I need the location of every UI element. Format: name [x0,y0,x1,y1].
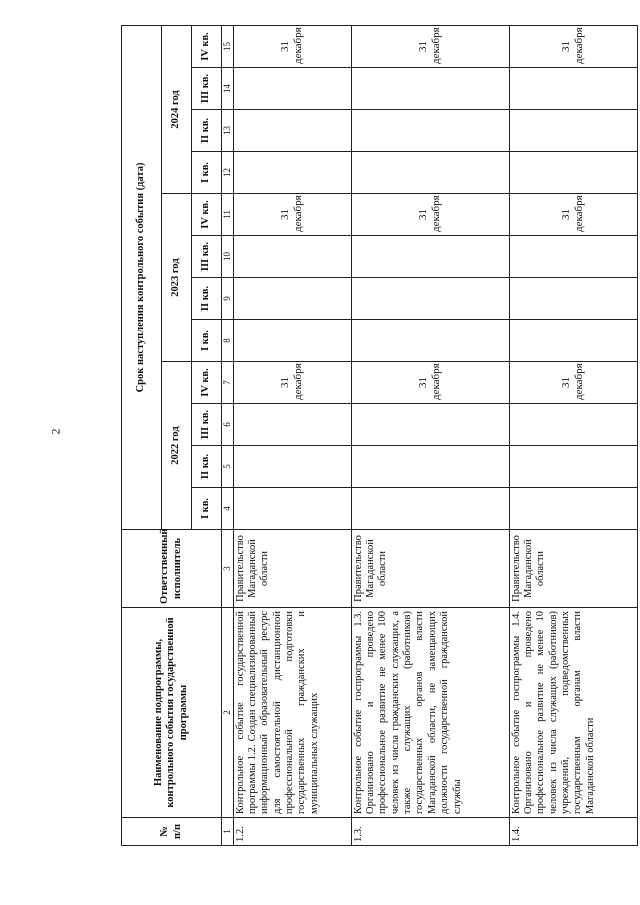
column-number: 11 [222,194,234,236]
page-number: 2 [48,428,63,435]
header-year-2024: 2024 год [162,25,192,193]
deadline-cell: 31 декабря [233,25,351,67]
deadline-cell: 31 декабря [509,194,637,236]
header-quarter: I кв. [192,152,222,194]
row-executor: Правительство Магаданской области [509,530,637,608]
column-number: 4 [222,488,234,530]
row-executor: Правительство Магаданской области [233,530,351,608]
column-number: 13 [222,110,234,152]
column-numbers-row [222,25,234,845]
deadline-cell: 31 декабря [233,194,351,236]
column-number: 3 [222,530,234,608]
column-number: 8 [222,320,234,362]
row-description: Контрольное событие государственной программы 1.2. Создан специализированный информационный образовательный ресурс для самостоятельной дистанционной профессиональной подготовки государственных гражданских и муниципальных служащих [233,608,351,818]
column-number: 12 [222,152,234,194]
column-number: 2 [222,608,234,818]
column-number: 7 [222,362,234,404]
header-quarter: I кв. [192,488,222,530]
header-quarter: III кв. [192,68,222,110]
deadline-cell: 31 декабря [509,362,637,404]
column-number: 1 [222,818,234,846]
deadline-cell: 31 декабря [509,25,637,67]
row-description: Контрольное событие госпрограммы 1.3. Организовано и проведено профессиональное развитие не менее 100 человек из числа гражданских служащих, а также служащих (работников) государственных органов власти Магаданской области, не замещающих должности государственной гражданской службы [351,608,509,818]
column-number: 14 [222,68,234,110]
table-row [233,25,351,845]
row-description: Контрольное событие госпрограммы 1.4. Организовано и проведено профессиональное развитие не менее 10 человек из числа служащих (работников) учреждений, подведомственных государственным органам власти Магаданской области [509,608,637,818]
deadline-cell: 31 декабря [351,362,509,404]
header-quarter: III кв. [192,236,222,278]
header-year-2023: 2023 год [162,194,192,362]
rotated-table-container [121,26,596,846]
control-events-table [121,25,638,846]
row-number: 1.3. [351,818,509,846]
header-quarter: II кв. [192,446,222,488]
table-row [509,25,637,845]
header-quarter: IV кв. [192,194,222,236]
column-number: 5 [222,446,234,488]
deadline-cell: 31 декабря [351,194,509,236]
header-quarter: I кв. [192,320,222,362]
column-number: 10 [222,236,234,278]
header-quarter: III кв. [192,404,222,446]
column-number: 15 [222,25,234,67]
header-quarter: IV кв. [192,25,222,67]
column-number: 9 [222,278,234,320]
header-quarter: IV кв. [192,362,222,404]
header-year-2022: 2022 год [162,362,192,530]
header-num: № п/п [122,818,222,846]
row-number: 1.2. [233,818,351,846]
header-executor: Ответственный исполнитель [122,530,222,608]
header-quarter: II кв. [192,278,222,320]
table-row [351,25,509,845]
column-number: 6 [222,404,234,446]
header-quarter: II кв. [192,110,222,152]
row-number: 1.4. [509,818,637,846]
header-deadline: Срок наступления контрольного события (дата) [122,25,162,529]
row-executor: Правительство Магаданской области [351,530,509,608]
deadline-cell: 31 декабря [233,362,351,404]
header-name: Наименование подпрограммы, контрольного события государственной программы [122,608,222,818]
deadline-cell: 31 декабря [351,25,509,67]
